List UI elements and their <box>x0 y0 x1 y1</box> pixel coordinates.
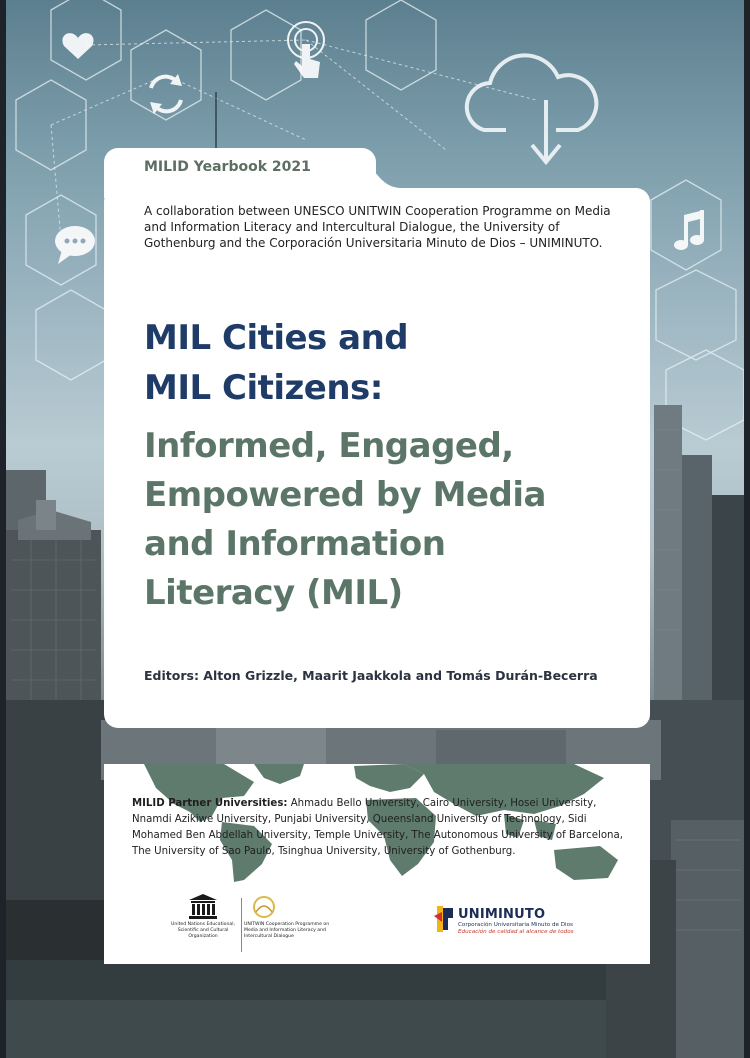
partners-panel <box>104 764 650 964</box>
chat-icon <box>55 226 95 264</box>
uniminuto-subtitle-line: Corporación Universitaria Minuto de Dios <box>458 922 573 928</box>
partners-list: Ahmadu Bello University, Cairo University, Hosei University, Nnamdi Azikiwe University, Punjabi University, Queensland University of Technology, Sidi Mohamed Ben Abdellah University, Temple University, The Autonomous University of Barcelona, The University of Sao Paulo, Tsinghua University, University of Gothenburg. <box>132 798 623 857</box>
uniminuto-wordmark: UNIMINUTO <box>458 907 546 922</box>
uniminuto-subtitle <box>458 922 598 935</box>
editors-line: Editors: Alton Grizzle, Maarit Jaakkola and Tomás Durán-Becerra <box>144 668 598 683</box>
partner-universities <box>132 796 632 860</box>
refresh-icon <box>150 74 182 114</box>
yearbook-label: MILID Yearbook 2021 <box>144 159 311 175</box>
touch-icon <box>288 22 324 78</box>
unesco-logo <box>168 894 238 954</box>
book-cover <box>6 0 744 1058</box>
book-subtitle-line: Literacy (MIL) <box>144 573 403 613</box>
unitwin-logo <box>244 894 344 954</box>
uniminuto-logo <box>434 904 594 944</box>
collaboration-statement: A collaboration between UNESCO UNITWIN Cooperation Programme on Media and Information Literacy and Intercultural Dialogue, the University of Gothenburg and the Corporación Universitaria Minuto de Dios – UNIMINUTO. <box>144 204 611 250</box>
unesco-caption: United Nations Educational, Scientific and Cultural Organization <box>171 922 235 939</box>
unesco-temple-icon <box>188 894 218 920</box>
logo-divider <box>241 898 242 952</box>
partners-label: MILID Partner Universities: <box>132 798 288 809</box>
unitwin-mark-icon <box>244 894 284 920</box>
book-subtitle-line: Empowered by Media <box>144 475 546 515</box>
book-subtitle-line: and Information <box>144 524 446 564</box>
book-title-line: MIL Cities and <box>144 318 409 358</box>
music-note-icon <box>674 210 704 250</box>
cloud-download-icon <box>467 55 597 162</box>
heart-icon <box>62 33 93 59</box>
book-title-line: MIL Citizens: <box>144 368 383 408</box>
unitwin-caption: UNITWIN Cooperation Programme on Media and Information Literacy and Intercultural Dialogue <box>244 922 330 939</box>
book-title <box>144 313 604 413</box>
book-subtitle-line: Informed, Engaged, <box>144 426 514 466</box>
uniminuto-tagline: Educación de calidad al alcance de todos <box>458 928 574 935</box>
book-subtitle <box>144 422 624 618</box>
uniminuto-mark-icon <box>434 904 458 934</box>
